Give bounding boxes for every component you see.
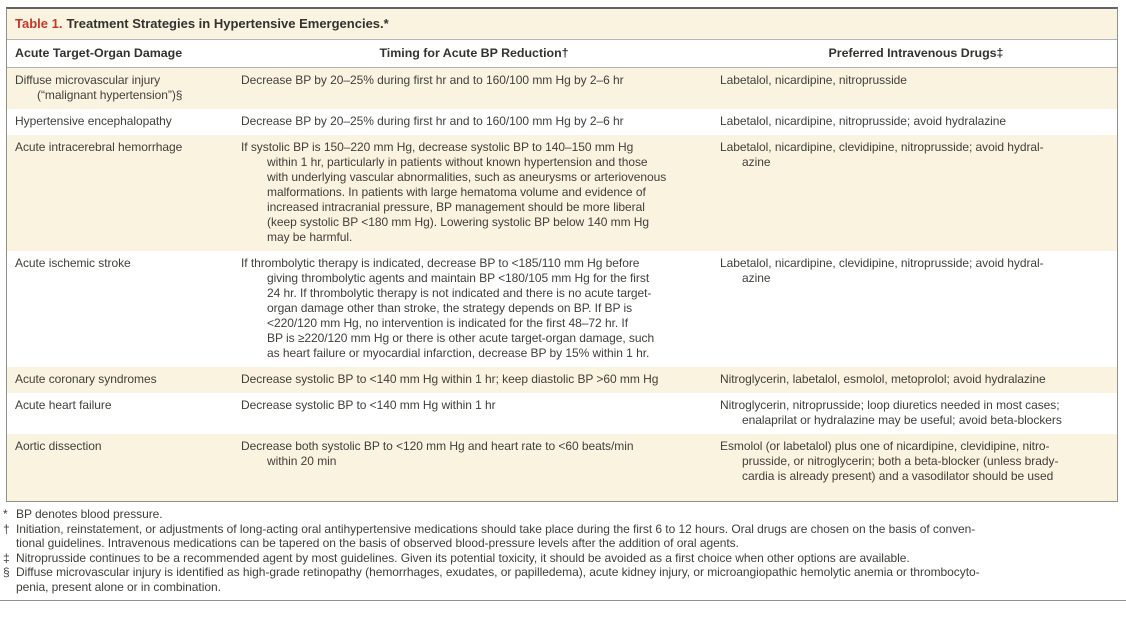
cell-timing: Decrease both systolic BP to <120 mm Hg and heart rate to <60 beats/min within 20 min	[241, 439, 634, 468]
footnote-section	[3, 565, 1122, 594]
cell-drugs: Nitroglycerin, labetalol, esmolol, metoprolol; avoid hydralazine	[720, 372, 1046, 386]
table-footnotes	[3, 507, 1122, 594]
cell-organ: Diffuse microvascular injury (“malignant hypertension”)§	[15, 73, 183, 102]
table-title	[7, 9, 1117, 40]
table-header-row	[7, 40, 1117, 68]
cell-timing: Decrease systolic BP to <140 mm Hg within 1 hr; keep diastolic BP >60 mm Hg	[241, 372, 659, 386]
footnote-text: Nitroprusside continues to be a recommended agent by most guidelines. Given its potential toxicity, it should be avoided as a first choice when other options are available.	[16, 550, 910, 565]
table-row-acute-heart-failure	[7, 393, 1117, 434]
cell-organ: Acute intracerebral hemorrhage	[15, 140, 183, 154]
footnote-asterisk	[3, 507, 1122, 522]
cell-timing: Decrease BP by 20–25% during first hr and to 160/100 mm Hg by 2–6 hr	[241, 73, 624, 87]
cell-drugs: Labetalol, nicardipine, clevidipine, nitroprusside; avoid hydral- azine	[720, 256, 1044, 285]
table-row-aortic-dissection	[7, 434, 1117, 501]
bottom-rule	[0, 600, 1126, 606]
cell-drugs: Labetalol, nicardipine, nitroprusside	[720, 73, 907, 87]
footnote-dagger	[3, 522, 1122, 551]
cell-organ: Aortic dissection	[15, 439, 102, 453]
footnote-marker: *	[3, 507, 8, 521]
footnote-double-dagger	[3, 551, 1122, 566]
footnote-text: Initiation, reinstatement, or adjustments of long-acting oral antihypertensive medications should take place during the first 6 to 12 hours. Oral drugs are chosen on the basis of conven- tional guidelines. Intravenous medications can be tapered on the basis of observed blood-pressure levels after the addition of oral agents.	[16, 521, 976, 550]
footnote-marker: ‡	[3, 550, 10, 565]
cell-organ: Acute coronary syndromes	[15, 372, 157, 386]
cell-timing: Decrease systolic BP to <140 mm Hg within 1 hr	[241, 398, 496, 412]
column-header-organ-damage: Acute Target-Organ Damage	[15, 46, 183, 60]
cell-drugs: Labetalol, nicardipine, clevidipine, nitroprusside; avoid hydral- azine	[720, 140, 1044, 169]
table-title-text: Treatment Strategies in Hypertensive Emergencies.*	[66, 16, 389, 31]
cell-drugs: Nitroglycerin, nitroprusside; loop diuretics needed in most cases; enalaprilat or hydralazine may be useful; avoid beta-blockers	[720, 398, 1062, 427]
cell-timing: If thrombolytic therapy is indicated, decrease BP to <185/110 mm Hg before giving thrombolytic agents and maintain BP <180/105 mm Hg for the first 24 hr. If thrombolytic therapy is not indicated and there is no acute target- organ damage other than stroke, the strategy depends on BP. If BP is <220/120 mm Hg, no intervention is indicated for the first 48–72 hr. If BP is ≥220/120 mm Hg or there is other acute target-organ damage, such as heart failure or myocardial infarction, decrease BP by 15% within 1 hr.	[241, 256, 655, 360]
table-row-diffuse-microvascular-injury	[7, 68, 1117, 109]
table-row-acute-ischemic-stroke	[7, 251, 1117, 367]
table-number-label: Table 1.	[15, 16, 63, 31]
table-row-acute-coronary-syndromes	[7, 367, 1117, 393]
footnote-text: BP denotes blood pressure.	[16, 507, 163, 521]
cell-drugs: Esmolol (or labetalol) plus one of nicardipine, clevidipine, nitro- prusside, or nitroglycerin; both a beta-blocker (unless brady- cardia is already present) and a vasodilator should be used	[720, 439, 1059, 483]
footnote-marker: §	[3, 565, 10, 579]
footnote-marker: †	[3, 521, 10, 536]
cell-organ: Hypertensive encephalopathy	[15, 114, 172, 128]
table-row-hypertensive-encephalopathy	[7, 109, 1117, 135]
footnote-text: Diffuse microvascular injury is identified as high-grade retinopathy (hemorrhages, exudates, or papilledema), acute kidney injury, or microangiopathic hemolytic anemia or thrombocyto- penia, present alone or in combination.	[16, 565, 980, 594]
cell-organ: Acute ischemic stroke	[15, 256, 131, 270]
cell-drugs: Labetalol, nicardipine, nitroprusside; avoid hydralazine	[720, 114, 1007, 128]
table-1	[6, 7, 1118, 502]
column-header-timing: Timing for Acute BP Reduction†	[379, 46, 569, 60]
cell-timing: If systolic BP is 150–220 mm Hg, decrease systolic BP to 140–150 mm Hg within 1 hr, particularly in patients without known hypertension and those with underlying vascular abnormalities, such as aneurysms or arteriovenous malformations. In patients with large hematoma volume and evidence of increased intracranial pressure, BP management should be more liberal (keep systolic BP <180 mm Hg). Lowering systolic BP below 140 mm Hg may be harmful.	[241, 140, 667, 244]
cell-timing: Decrease BP by 20–25% during first hr and to 160/100 mm Hg by 2–6 hr	[241, 114, 624, 128]
column-header-drugs: Preferred Intravenous Drugs‡	[828, 46, 1004, 60]
table-row-acute-intracerebral-hemorrhage	[7, 135, 1117, 251]
cell-organ: Acute heart failure	[15, 398, 112, 412]
